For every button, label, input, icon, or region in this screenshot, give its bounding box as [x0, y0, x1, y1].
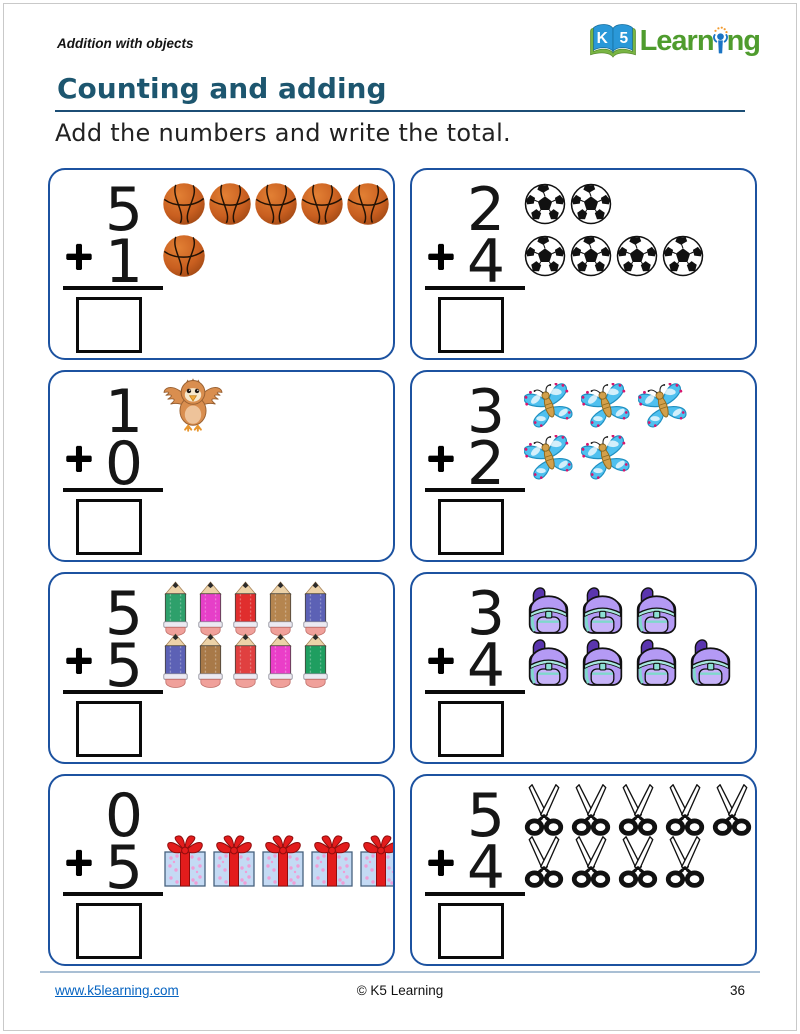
addend-row-2 — [422, 227, 751, 297]
addend-row-1 — [60, 781, 389, 851]
object-row-1 — [524, 383, 688, 429]
addend1-number: 3 — [466, 579, 506, 649]
pencil-icon — [267, 581, 294, 636]
addend-row-1 — [422, 377, 751, 447]
title-rule — [55, 110, 745, 112]
problem-card-7 — [48, 774, 395, 966]
addend1-number: 5 — [104, 579, 144, 649]
addend1-number: 5 — [104, 175, 144, 245]
logo-word-right: ng — [726, 25, 760, 57]
scissors-icon — [571, 835, 611, 889]
answer-box[interactable] — [76, 499, 142, 555]
addend1-number: 1 — [104, 377, 144, 447]
scissors-icon — [618, 835, 658, 889]
plus-sign: + — [425, 840, 457, 884]
addend1-number: 2 — [466, 175, 506, 245]
gift-icon — [260, 835, 306, 887]
addend2-number: 0 — [104, 429, 144, 499]
logo-letter-5: 5 — [619, 30, 628, 48]
object-row-1 — [524, 183, 612, 225]
object-row-2 — [162, 837, 395, 887]
pencil-icon — [162, 581, 189, 636]
answer-box[interactable] — [76, 297, 142, 353]
plus-sign: + — [425, 436, 457, 480]
object-row-2 — [524, 835, 705, 889]
addend2-number: 4 — [466, 631, 506, 701]
addend-row-1 — [60, 579, 389, 649]
addend-row-2 — [422, 631, 751, 701]
gift-icon — [309, 835, 355, 887]
scissors-icon — [524, 835, 564, 889]
backpack-icon — [524, 634, 573, 687]
object-row-1 — [162, 581, 329, 636]
page-header — [57, 20, 760, 60]
butterfly-icon — [524, 435, 574, 481]
object-row-1 — [162, 182, 390, 226]
k5-book-icon — [589, 20, 637, 60]
addend-row-1 — [60, 377, 389, 447]
plus-sign: + — [63, 436, 95, 480]
page-footer — [55, 983, 745, 998]
pencil-icon — [302, 581, 329, 636]
scissors-icon — [524, 783, 564, 837]
addend-row-2 — [60, 833, 389, 903]
scissors-icon — [665, 835, 705, 889]
website-link[interactable]: www.k5learning.com — [55, 983, 179, 998]
addend2-number: 1 — [104, 227, 144, 297]
gift-icon — [358, 835, 395, 887]
backpack-icon — [524, 582, 573, 635]
problems-grid — [48, 168, 757, 966]
soccer-ball-icon — [524, 183, 566, 225]
problem-card-4 — [410, 370, 757, 562]
problem-card-6 — [410, 572, 757, 764]
problem-card-1 — [48, 168, 395, 360]
scissors-icon — [665, 783, 705, 837]
logo-person-icon — [713, 22, 728, 58]
answer-box[interactable] — [438, 903, 504, 959]
object-row-2 — [524, 634, 735, 687]
pencil-icon — [197, 633, 224, 688]
addend1-number: 3 — [466, 377, 506, 447]
page-number: 36 — [729, 983, 745, 998]
footer-rule — [40, 971, 760, 973]
plus-sign: + — [63, 638, 95, 682]
object-row-1 — [524, 582, 681, 635]
backpack-icon — [578, 582, 627, 635]
instruction-text: Add the numbers and write the total. — [55, 119, 511, 147]
backpack-icon — [686, 634, 735, 687]
addend2-number: 5 — [104, 631, 144, 701]
scissors-icon — [712, 783, 752, 837]
problem-card-2 — [410, 168, 757, 360]
addend1-number: 5 — [466, 781, 506, 851]
logo-letter-k: K — [596, 30, 608, 48]
answer-box[interactable] — [76, 701, 142, 757]
addend2-number: 4 — [466, 227, 506, 297]
answer-box[interactable] — [438, 297, 504, 353]
pencil-icon — [162, 633, 189, 688]
object-row-1 — [524, 783, 752, 837]
pencil-icon — [267, 633, 294, 688]
answer-box[interactable] — [76, 903, 142, 959]
answer-box[interactable] — [438, 499, 504, 555]
problem-card-5 — [48, 572, 395, 764]
copyright-text: © K5 Learning — [356, 983, 444, 998]
butterfly-icon — [581, 435, 631, 481]
object-row-2 — [162, 234, 206, 278]
addend-row-2 — [60, 429, 389, 499]
page-title: Counting and adding — [57, 72, 387, 105]
basketball-icon — [346, 182, 390, 226]
butterfly-icon — [638, 383, 688, 429]
soccer-ball-icon — [524, 235, 566, 277]
addend-row-2 — [422, 833, 751, 903]
logo-word-left: Learn — [639, 25, 714, 57]
problem-card-8 — [410, 774, 757, 966]
plus-sign: + — [63, 234, 95, 278]
bird-icon — [162, 376, 224, 432]
course-label: Addition with objects — [57, 36, 194, 51]
backpack-icon — [632, 634, 681, 687]
logo-wordmark — [640, 22, 760, 58]
problem-card-3 — [48, 370, 395, 562]
pencil-icon — [197, 581, 224, 636]
addend-row-1 — [422, 781, 751, 851]
answer-box[interactable] — [438, 701, 504, 757]
object-row-2 — [524, 235, 704, 277]
object-row-2 — [162, 633, 329, 688]
basketball-icon — [162, 182, 206, 226]
basketball-icon — [300, 182, 344, 226]
pencil-icon — [232, 581, 259, 636]
k5-learning-logo — [589, 20, 760, 60]
addend2-number: 4 — [466, 833, 506, 903]
pencil-icon — [302, 633, 329, 688]
soccer-ball-icon — [570, 235, 612, 277]
soccer-ball-icon — [570, 183, 612, 225]
plus-sign: + — [425, 234, 457, 278]
addend1-number: 0 — [104, 781, 144, 851]
soccer-ball-icon — [662, 235, 704, 277]
basketball-icon — [254, 182, 298, 226]
gift-icon — [211, 835, 257, 887]
plus-sign: + — [63, 840, 95, 884]
butterfly-icon — [581, 383, 631, 429]
addend-row-2 — [60, 227, 389, 297]
gift-icon — [162, 835, 208, 887]
scissors-icon — [571, 783, 611, 837]
basketball-icon — [162, 234, 206, 278]
plus-sign: + — [425, 638, 457, 682]
soccer-ball-icon — [616, 235, 658, 277]
addend-row-1 — [422, 175, 751, 245]
object-row-1 — [162, 380, 224, 432]
backpack-icon — [632, 582, 681, 635]
addend-row-1 — [422, 579, 751, 649]
addend2-number: 5 — [104, 833, 144, 903]
addend-row-1 — [60, 175, 389, 245]
basketball-icon — [208, 182, 252, 226]
backpack-icon — [578, 634, 627, 687]
addend-row-2 — [422, 429, 751, 499]
scissors-icon — [618, 783, 658, 837]
butterfly-icon — [524, 383, 574, 429]
addend2-number: 2 — [466, 429, 506, 499]
addend-row-2 — [60, 631, 389, 701]
object-row-2 — [524, 435, 631, 481]
pencil-icon — [232, 633, 259, 688]
